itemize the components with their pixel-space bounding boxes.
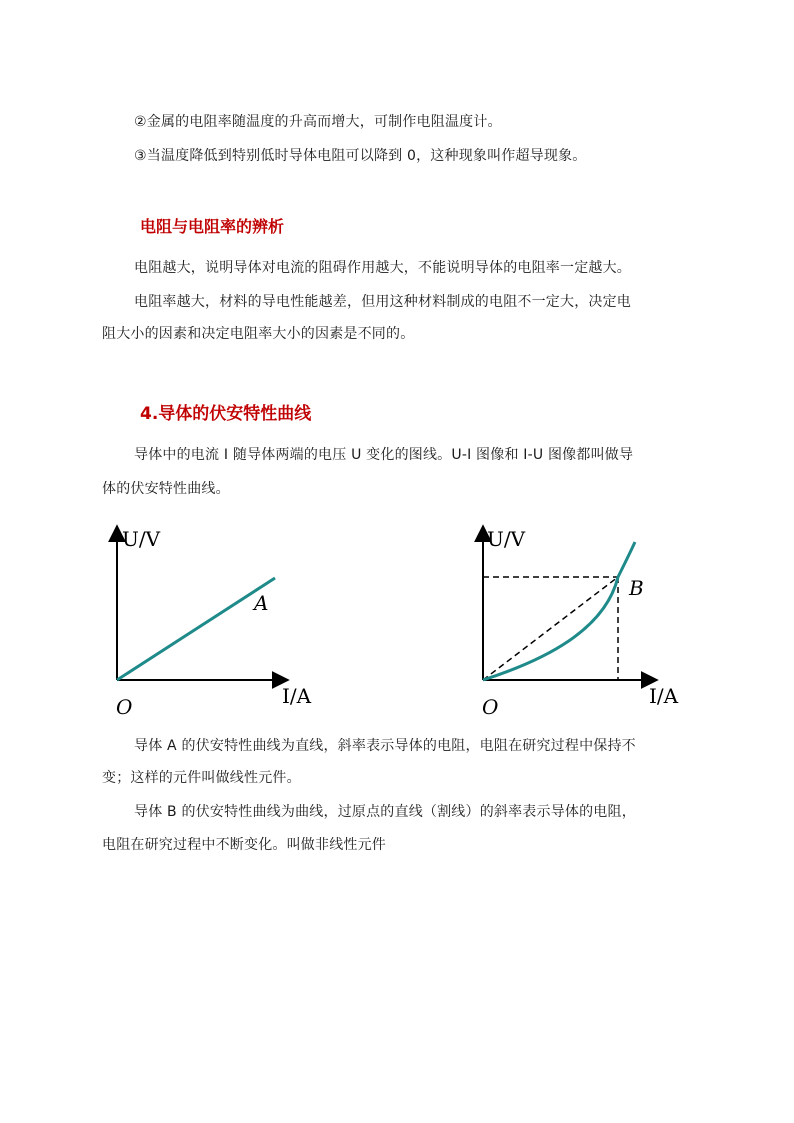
graph-a-origin-label: O bbox=[116, 695, 133, 719]
graph-b-secant-line bbox=[483, 577, 618, 680]
resistivity-paragraph-1: 电阻越大，说明导体对电流的阻碍作用越大，不能说明导体的电阻率一定越大。 bbox=[134, 260, 631, 276]
resistivity-paragraph-2-line-1: 电阻率越大，材料的导电性能越差，但用这种材料制成的电阻不一定大，决定电 bbox=[134, 294, 631, 310]
iv-intro-line-1: 导体中的电流 I 随导体两端的电压 U 变化的图线。U-I 图像和 I-U 图像都叫做导 bbox=[134, 447, 634, 463]
explanation-a-line-1: 导体 A 的伏安特性曲线为直线，斜率表示导体的电阻，电阻在研究过程中保持不 bbox=[134, 738, 636, 754]
graph-a-y-label: U/V bbox=[122, 527, 161, 551]
graph-a-curve-label: A bbox=[254, 591, 269, 615]
resistivity-paragraph-2-line-2: 阻大小的因素和决定电阻率大小的因素是不同的。 bbox=[102, 326, 415, 342]
property-item-2: ②金属的电阻率随温度的升高而增大，可制作电阻温度计。 bbox=[134, 114, 502, 130]
explanation-b-line-2: 电阻在研究过程中不断变化。叫做非线性元件 bbox=[102, 837, 386, 853]
property-item-3: ③当温度降低到特别低时导体电阻可以降到 0，这种现象叫作超导现象。 bbox=[134, 148, 587, 164]
graph-b-curve bbox=[483, 542, 635, 680]
graph-b bbox=[465, 520, 705, 720]
graph-a-x-label: I/A bbox=[282, 684, 312, 708]
explanation-a-line-2: 变；这样的元件叫做线性元件。 bbox=[102, 770, 301, 786]
graph-b-x-label: I/A bbox=[649, 684, 679, 708]
section-heading-resistivity: 电阻与电阻率的辨析 bbox=[140, 217, 285, 236]
graph-a bbox=[100, 520, 340, 720]
graph-b-y-label: U/V bbox=[487, 527, 526, 551]
graph-a-curve bbox=[117, 578, 275, 680]
graph-b-origin-label: O bbox=[482, 695, 499, 719]
section-heading-iv-curve: 4.导体的伏安特性曲线 bbox=[140, 404, 312, 424]
explanation-b-line-1: 导体 B 的伏安特性曲线为曲线，过原点的直线（割线）的斜率表示导体的电阻， bbox=[134, 804, 636, 820]
iv-intro-line-2: 体的伏安特性曲线。 bbox=[102, 481, 230, 497]
graph-b-curve-label: B bbox=[629, 576, 644, 600]
